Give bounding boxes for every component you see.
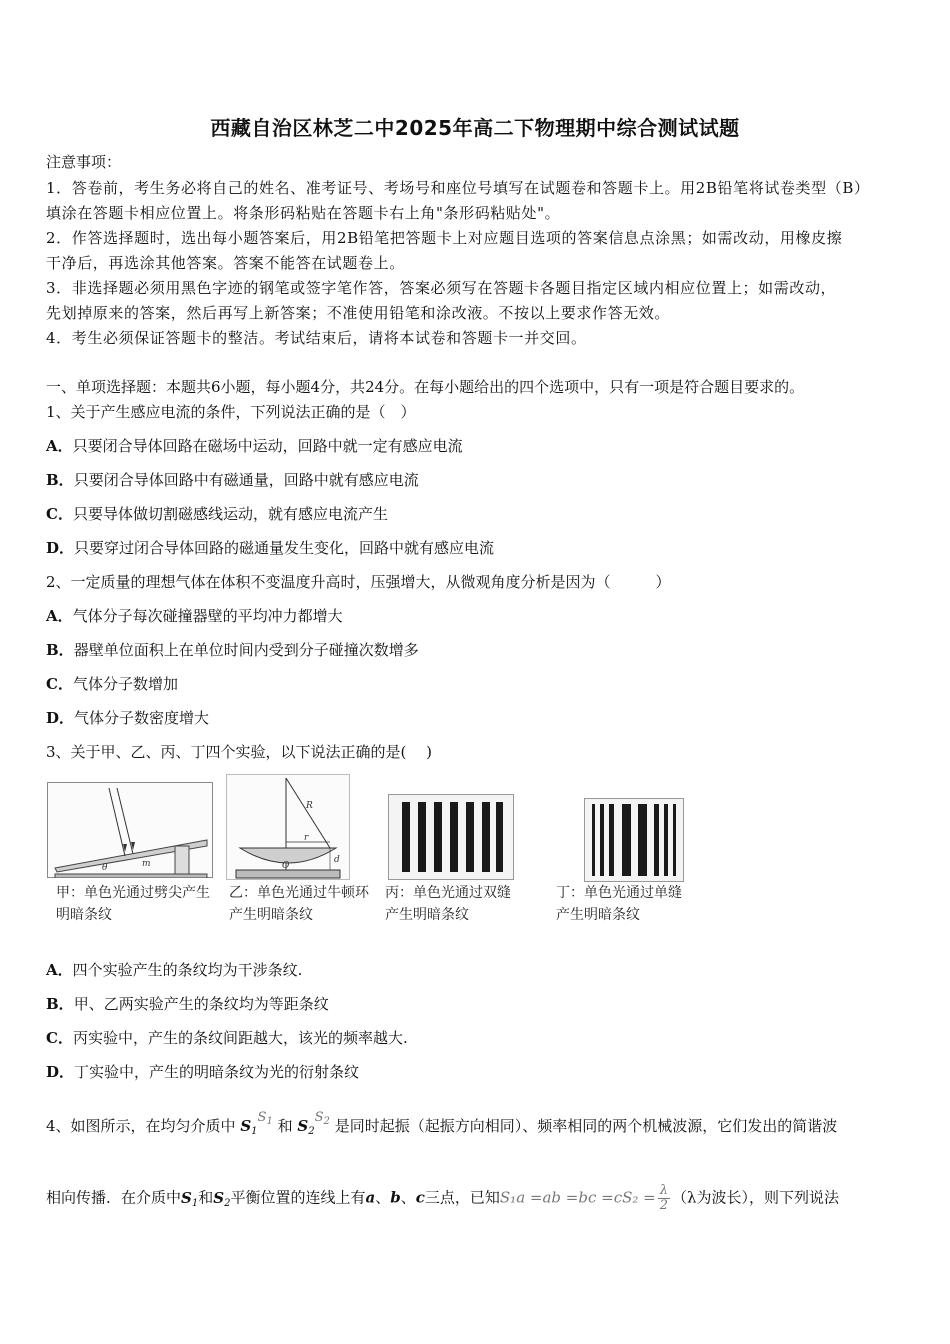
s2-symbol: $S_2$ <box>314 1110 330 1127</box>
o-label: O <box>282 861 290 871</box>
question-stem: 相向传播．在介质中$S_1$和$S_2$平衡位置的连线上有a、b、c三点，已知S₁a =ab =bc =cS₂ = $\frac{\lambda}{2}$ （λ为波长），则下列说法 <box>46 1183 839 1213</box>
page-title: 西藏自治区林芝二中2025年高二下物理期中综合测试试题 <box>210 116 740 140</box>
s1-symbol: $S_1$ <box>257 1110 273 1127</box>
option-a[interactable]: A．气体分子每次碰撞器壁的平均冲力都增大 <box>46 607 343 625</box>
formula: S₁a =ab =bc =cS₂ = <box>499 1188 656 1207</box>
figure-caption: 产生明暗条纹 <box>556 907 640 923</box>
option-c[interactable]: C．只要导体做切割磁感线运动，就有感应电流产生 <box>46 505 388 523</box>
notice-line: 1．答卷前，考生务必将自己的姓名、准考证号、考场号和座位号填写在试题卷和答题卡上。用2B铅笔将试卷类型（B） <box>46 179 870 197</box>
single-slit-pattern-figure <box>584 798 684 882</box>
option-c[interactable]: C．丙实验中，产生的条纹间距越大，该光的频率越大. <box>46 1029 408 1047</box>
notice-line: 2．作答选择题时，选出每小题答案后，用2B铅笔把答题卡上对应题目选项的答案信息点涂黑；如需改动，用橡皮擦 <box>46 229 843 247</box>
figure-caption: 明暗条纹 <box>56 907 112 923</box>
option-b[interactable]: B．甲、乙两实验产生的条纹均为等距条纹 <box>46 995 329 1013</box>
newton-rings-figure <box>226 774 350 880</box>
r-label: r <box>304 833 309 843</box>
option-b[interactable]: B．只要闭合导体回路中有磁通量，回路中就有感应电流 <box>46 471 419 489</box>
question-stem: 1、关于产生感应电流的条件，下列说法正确的是（ ） <box>46 403 416 421</box>
lambda-fraction: $\frac{\lambda}{2}$ <box>659 1183 668 1213</box>
notice-line: 3．非选择题必须用黑色字迹的钢笔或签字笔作答，答案必须写在答题卡各题目指定区域内相应位置上；如需改动， <box>46 279 837 297</box>
experiment-figures <box>0 774 950 934</box>
question-stem: 3、关于甲、乙、丙、丁四个实验，以下说法正确的是( ) <box>46 743 433 761</box>
question-stem: 4、如图所示，在均匀介质中 $S_1S_1$ 和 $S_2S_2$ 是同时起振（起振方向相同）、频率相同的两个机械波源，它们发出的简谐波 <box>46 1110 838 1137</box>
notice-line: 4．考生必须保证答题卡的整洁。考试结束后，请将本试卷和答题卡一并交回。 <box>46 329 587 347</box>
figure-caption: 乙：单色光通过牛顿环 <box>229 885 369 901</box>
theta-label: θ <box>102 863 108 873</box>
figure-caption: 丙：单色光通过双缝 <box>385 885 511 901</box>
r-radius-label: R <box>306 801 313 811</box>
notice-heading: 注意事项： <box>46 153 122 171</box>
option-d[interactable]: D．气体分子数密度增大 <box>46 709 210 727</box>
notice-line: 干净后，再选涂其他答案。答案不能答在试题卷上。 <box>46 254 405 272</box>
option-a[interactable]: A．四个实验产生的条纹均为干涉条纹. <box>46 961 303 979</box>
figure-caption: 产生明暗条纹 <box>385 907 469 923</box>
double-slit-pattern-figure <box>388 794 514 880</box>
option-d[interactable]: D．丁实验中，产生的明暗条纹为光的衍射条纹 <box>46 1063 360 1081</box>
option-c[interactable]: C．气体分子数增加 <box>46 675 178 693</box>
wedge-interference-figure <box>47 782 213 878</box>
figure-caption: 甲：单色光通过劈尖产生 <box>56 885 210 901</box>
question-stem: 2、一定质量的理想气体在体积不变温度升高时，压强增大，从微观角度分析是因为（ ） <box>46 573 671 591</box>
option-a[interactable]: A．只要闭合导体回路在磁场中运动，回路中就一定有感应电流 <box>46 437 463 455</box>
notice-line: 填涂在答题卡相应位置上。将条形码粘贴在答题卡右上角"条形码粘贴处"。 <box>46 204 561 222</box>
figure-caption: 丁：单色光通过单缝 <box>556 885 682 901</box>
d-label: d <box>334 855 340 865</box>
option-b[interactable]: B．器壁单位面积上在单位时间内受到分子碰撞次数增多 <box>46 641 419 659</box>
notice-line: 先划掉原来的答案，然后再写上新答案；不准使用铅笔和涂改液。不按以上要求作答无效。 <box>46 304 671 322</box>
section-heading: 一、单项选择题：本题共6小题，每小题4分，共24分。在每小题给出的四个选项中，只有一项是符合题目要求的。 <box>46 378 805 396</box>
m-label: m <box>142 859 151 869</box>
figure-caption: 产生明暗条纹 <box>229 907 313 923</box>
option-d[interactable]: D．只要穿过闭合导体回路的磁通量发生变化，回路中就有感应电流 <box>46 539 495 557</box>
